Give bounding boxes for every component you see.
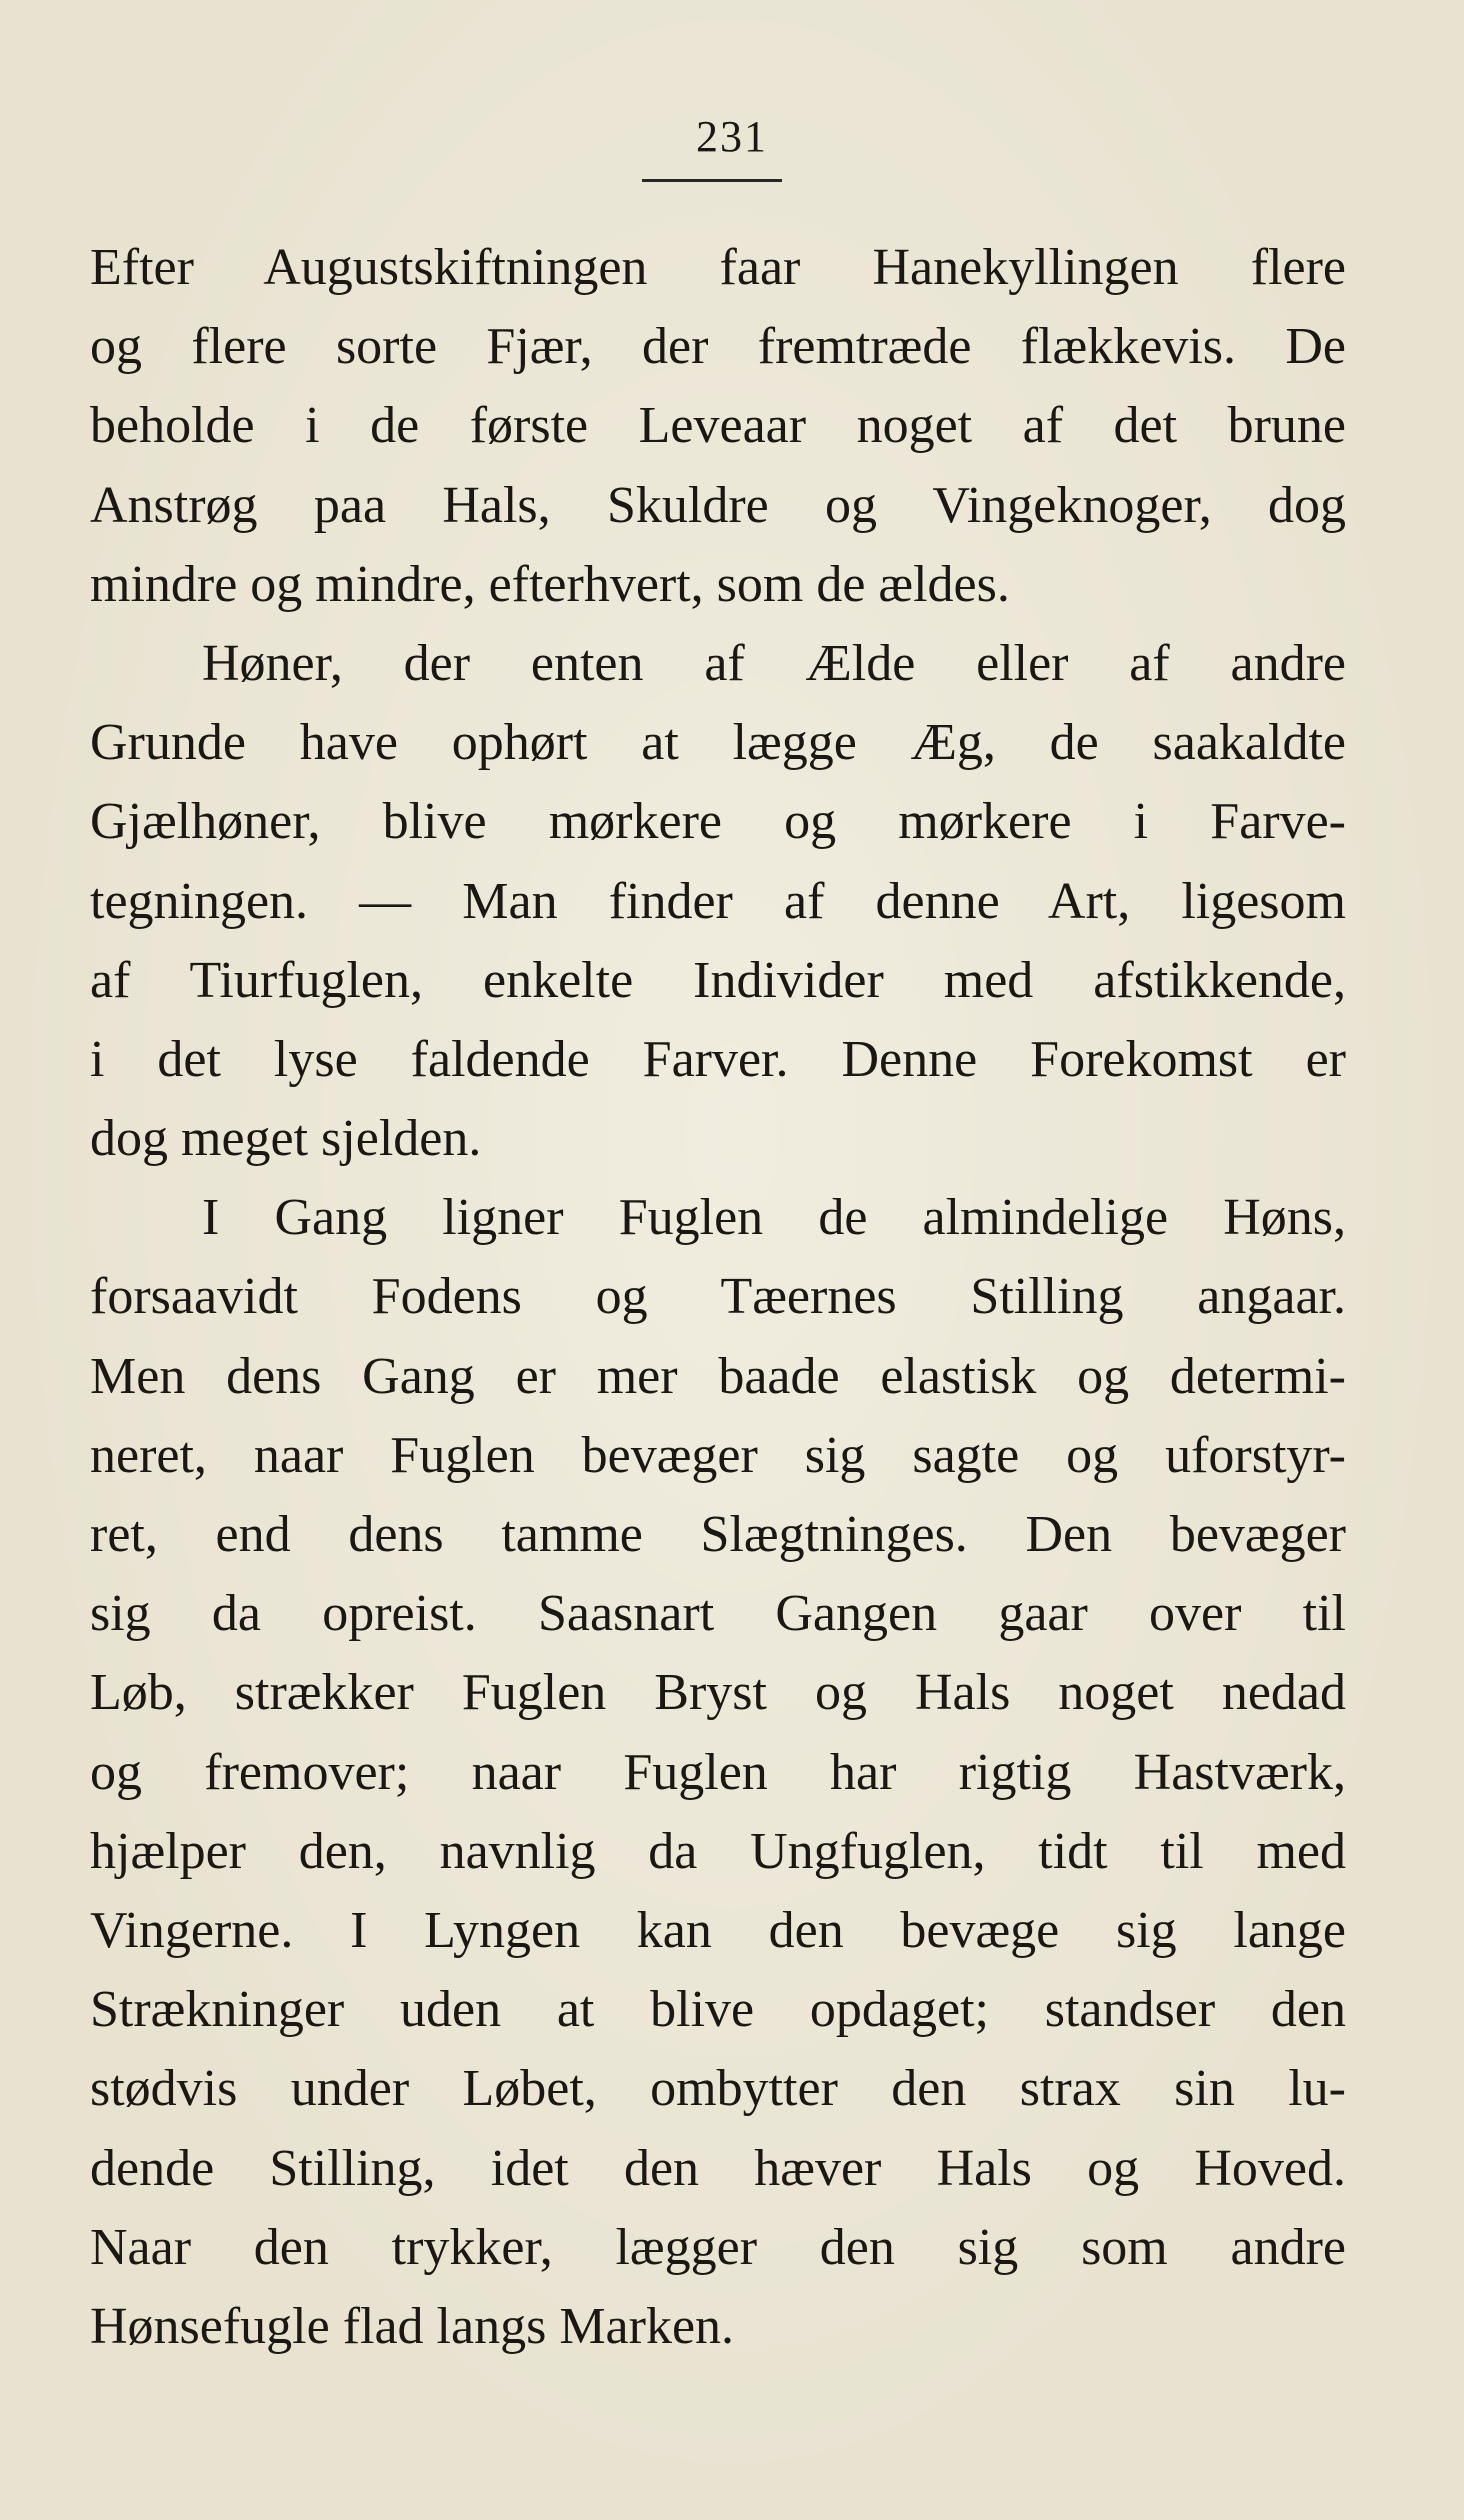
text-line: beholde i de første Leveaar noget af det brune: [90, 397, 1346, 455]
text-line: sig da opreist. Saasnart Gangen gaar over til: [90, 1585, 1346, 1643]
text-line: stødvis under Løbet, ombytter den strax sin lu-: [90, 2060, 1346, 2118]
text-line: Gjælhøner, blive mørkere og mørkere i Farve-: [90, 793, 1346, 851]
text-line: hjælper den, navnlig da Ungfuglen, tidt til med: [90, 1822, 1346, 1880]
text-line: Efter Augustskiftningen faar Hanekyllingen flere: [90, 239, 1346, 296]
text-line: i det lyse faldende Farver. Denne Forekomst er: [90, 1030, 1346, 1088]
text-line: I Gang ligner Fuglen de almindelige Høns,: [202, 1189, 1346, 1247]
page-number-rule: [642, 179, 782, 182]
page-number: 231: [696, 112, 768, 161]
text-line: Strækninger uden at blive opdaget; standser den: [90, 1981, 1346, 2039]
text-line: forsaavidt Fodens og Tæernes Stilling angaar.: [90, 1268, 1346, 1326]
text-line: Hønsefugle flad langs Marken.: [90, 2297, 735, 2355]
text-line: dog meget sjelden.: [90, 1110, 482, 1168]
text-line: dende Stilling, idet den hæver Hals og Hoved.: [90, 2139, 1346, 2197]
text-line: mindre og mindre, efterhvert, som de ældes.: [90, 555, 1010, 613]
text-line: og flere sorte Fjær, der fremtræde flækkevis. De: [90, 318, 1346, 376]
text-line: Men dens Gang er mer baade elastisk og determi-: [90, 1347, 1346, 1405]
text-line: Anstrøg paa Hals, Skuldre og Vingeknoger, dog: [90, 476, 1346, 534]
text-line: Grunde have ophørt at lægge Æg, de saakaldte: [90, 714, 1346, 772]
text-line: af Tiurfuglen, enkelte Individer med afstikkende,: [90, 951, 1346, 1009]
text-line: og fremover; naar Fuglen har rigtig Hastværk,: [90, 1743, 1346, 1801]
text-line: Løb, strækker Fuglen Bryst og Hals noget nedad: [90, 1664, 1346, 1722]
text-line: tegningen. — Man finder af denne Art, ligesom: [90, 872, 1346, 930]
text-line: Høner, der enten af Ælde eller af andre: [202, 634, 1346, 692]
text-line: Naar den trykker, lægger den sig som andre: [90, 2218, 1346, 2276]
body-text: [90, 228, 1346, 2366]
text-line: ret, end dens tamme Slægtninges. Den bevæger: [90, 1506, 1346, 1563]
text-line: neret, naar Fuglen bevæger sig sagte og uforstyr-: [90, 1426, 1346, 1484]
text-line: Vingerne. I Lyngen kan den bevæge sig lange: [90, 1901, 1346, 1959]
